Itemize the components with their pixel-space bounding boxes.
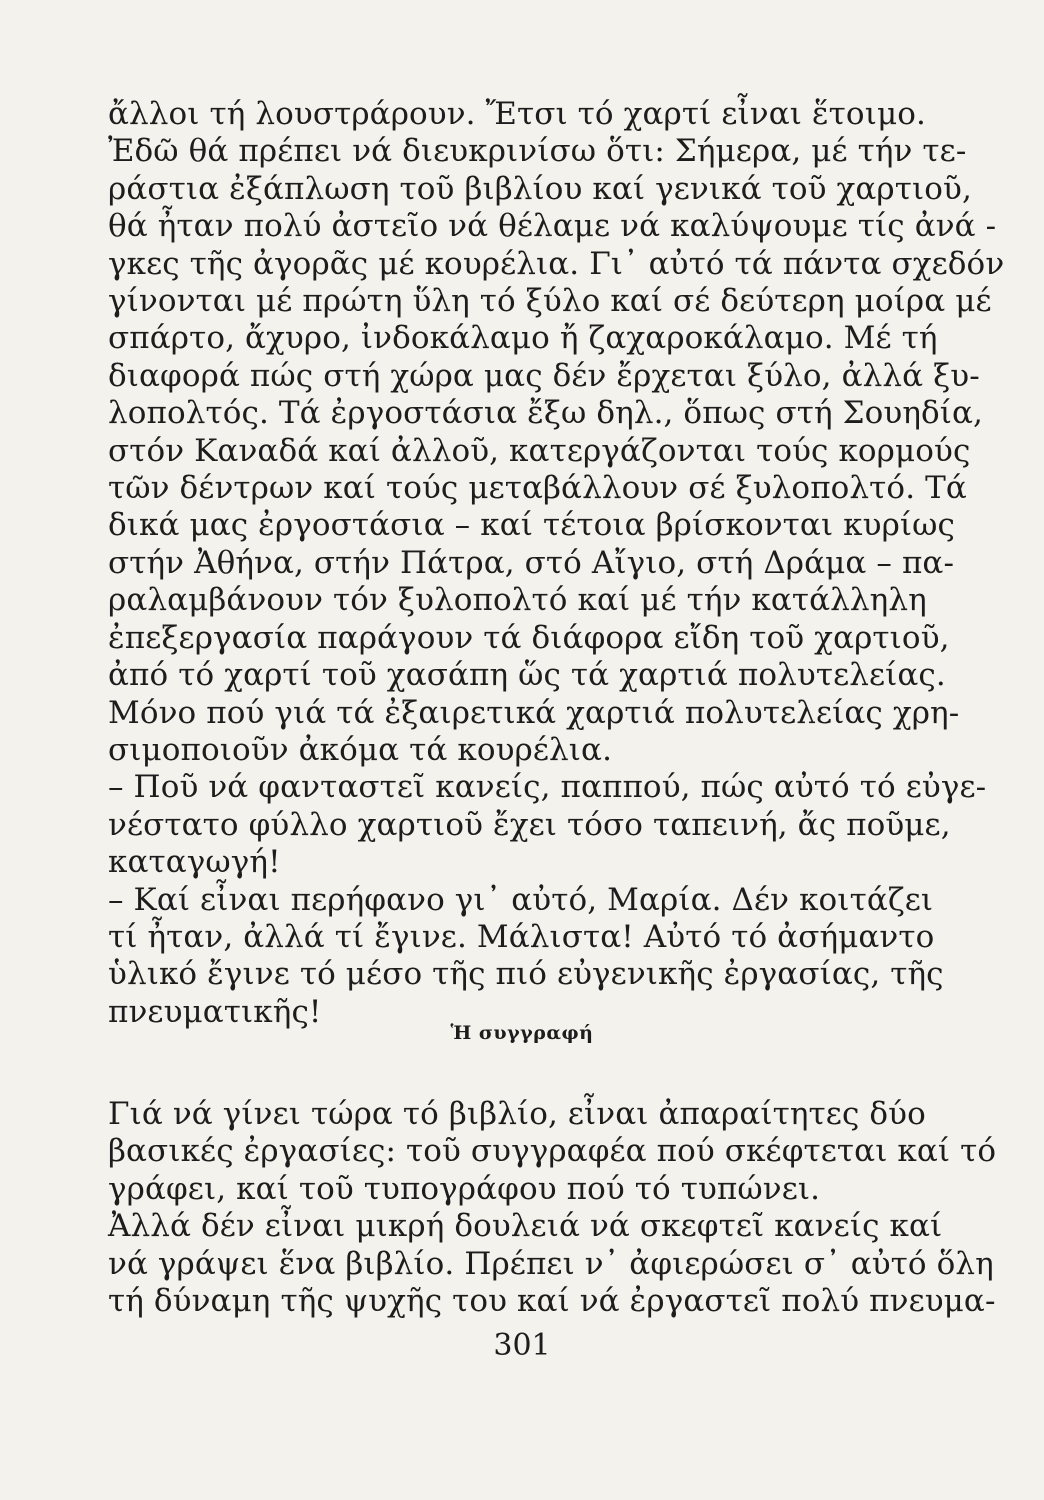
text-line: – Καί εἶναι περήφανο γι᾽ αὐτό, Μαρία. Δέν κοιτάζει: [108, 881, 934, 918]
text-line: διαφορά πώς στή χώρα μας δέν ἔρχεται ξύλο, ἀλλά ξυ-: [108, 357, 980, 394]
section-heading: Ἡ συγγραφή: [450, 1022, 594, 1044]
text-line: ὑλικό ἔγινε τό μέσο τῆς πιό εὐγενικῆς ἐργασίας, τῆς: [108, 956, 944, 993]
text-line: θά ἦταν πολύ ἀστεῖο νά θέλαμε νά καλύψουμε τίς ἀνά -: [108, 208, 997, 245]
text-line: Γιά νά γίνει τώρα τό βιβλίο, εἶναι ἀπαραίτητες δύο: [108, 1096, 926, 1132]
text-line: ραλαμβάνουν τόν ξυλοπολτό καί μέ τήν κατάλληλη: [108, 582, 927, 619]
text-line: δικά μας ἐργοστάσια – καί τέτοια βρίσκονται κυρίως: [108, 507, 955, 544]
text-line: νά γράψει ἕνα βιβλίο. Πρέπει ν᾽ ἀφιερώσει σ᾽ αὐτό ὅλη: [108, 1245, 994, 1282]
text-line: – Ποῦ νά φανταστεῖ κανείς, παππού, πώς αὐτό τό εὐγε-: [108, 769, 987, 806]
text-line: πνευματικῆς!: [108, 993, 322, 1030]
text-line: ἄλλοι τή λουστράρουν. Ἔτσι τό χαρτί εἶναι ἕτοιμο.: [108, 96, 926, 132]
text-line: Ἀλλά δέν εἶναι μικρή δουλειά νά σκεφτεῖ κανείς καί: [108, 1208, 943, 1245]
text-line: ἀπό τό χαρτί τοῦ χασάπη ὥς τά χαρτιά πολυτελείας.: [108, 657, 946, 694]
text-line: στήν Ἀθήνα, στήν Πάτρα, στό Αἴγιο, στή Δράμα – πα-: [108, 544, 955, 581]
page-number: 301: [493, 1328, 551, 1363]
text-line: τῶν δέντρων καί τούς μεταβάλλουν σέ ξυλοπολτό. Τά: [108, 470, 967, 507]
text-line: γράφει, καί τοῦ τυπογράφου πού τό τυπώνει.: [108, 1170, 821, 1207]
text-line: γίνονται μέ πρώτη ὕλη τό ξύλο καί σέ δεύτερη μοίρα μέ: [108, 283, 992, 320]
text-line: καταγωγή!: [108, 844, 281, 881]
text-line: Ἐδῶ θά πρέπει νά διευκρινίσω ὅτι: Σήμερα, μέ τήν τε-: [108, 133, 967, 170]
text-line: νέστατο φύλλο χαρτιοῦ ἔχει τόσο ταπεινή, ἄς ποῦμε,: [108, 806, 951, 843]
text-line: βασικές ἐργασίες: τοῦ συγγραφέα πού σκέφτεται καί τό: [108, 1133, 997, 1170]
body-text-section-one: [108, 96, 1005, 1031]
text-line: ράστια ἐξάπλωση τοῦ βιβλίου καί γενικά τοῦ χαρτιοῦ,: [108, 170, 972, 207]
text-line: σπάρτο, ἄχυρο, ἰνδοκάλαμο ἤ ζαχαροκάλαμο. Μέ τή: [108, 320, 938, 357]
text-line: λοπολτός. Τά ἐργοστάσια ἔξω δηλ., ὅπως στή Σουηδία,: [108, 395, 984, 432]
text-line: τή δύναμη τῆς ψυχῆς του καί νά ἐργαστεῖ πολύ πνευμα-: [108, 1283, 996, 1320]
text-line: σιμοποιοῦν ἀκόμα τά κουρέλια.: [108, 731, 613, 768]
text-line: ἐπεξεργασία παράγουν τά διάφορα εἴδη τοῦ χαρτιοῦ,: [108, 619, 950, 656]
text-line: στόν Καναδά καί ἀλλοῦ, κατεργάζονται τούς κορμούς: [108, 432, 971, 469]
text-line: γκες τῆς ἀγορᾶς μέ κουρέλια. Γι᾽ αὐτό τά πάντα σχεδόν: [108, 245, 1005, 282]
text-line: τί ἦταν, ἀλλά τί ἔγινε. Μάλιστα! Αὐτό τό ἀσήμαντο: [108, 918, 935, 955]
text-line: Μόνο πού γιά τά ἐξαιρετικά χαρτιά πολυτελείας χρη-: [108, 694, 960, 731]
body-text-section-two: [108, 1096, 997, 1320]
